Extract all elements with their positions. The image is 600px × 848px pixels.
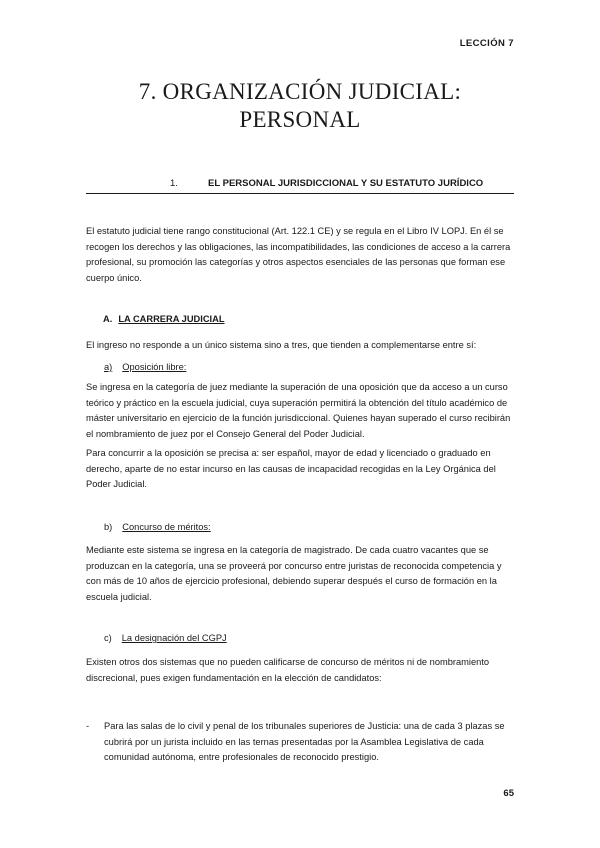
item-b-heading [104,522,211,532]
section-title: EL PERSONAL JURISDICCIONAL Y SU ESTATUTO JURÍDICO [208,178,484,189]
item-b-paragraph-1: Mediante este sistema se ingresa en la categoría de magistrado. De cada cuatro vacantes que se produzcan en la categoría, una se proveerá por concurso entre juristas de reconocida competencia y con más de 10 años de ejercicio profesional, debiendo superar después el curso de formación en la escuela judicial. [86,545,502,602]
chapter-title-line2: PERSONAL [239,107,361,132]
section-heading [86,178,514,194]
subsection-a-intro: El ingreso no responde a un único sistema sino a tres, que tienden a complementarse entre sí: [86,340,477,350]
chapter-title [0,78,600,134]
item-c-title: La designación del CGPJ [121,633,227,643]
item-a-heading [104,362,186,372]
item-c-paragraph-1: Existen otros dos sistemas que no pueden calificarse de concurso de méritos ni de nombramiento discrecional, pues exigen fundamentación en la elección de candidatos: [86,657,490,683]
section-number: 1. [170,178,178,189]
subsection-a-title: LA CARRERA JUDICIAL [118,314,225,324]
lesson-label: LECCIÓN 7 [459,38,514,49]
item-c-letter: c) [104,633,112,643]
chapter-title-line1: 7. ORGANIZACIÓN JUDICIAL: [138,79,462,104]
item-a-paragraph-1: Se ingresa en la categoría de juez mediante la superación de una oposición que da acceso a un curso teórico y práctico en la escuela judicial, cuya superación permitirá la obtención del título académico de máster universitario en ejercicio de la función jurisdiccional. Quienes hayan superado el curso recibirán el nombramiento de juez por el Consejo General del Poder Judicial. [86,382,511,439]
subsection-a-heading [103,314,225,324]
bullet-text: Para las salas de lo civil y penal de los tribunales superiores de Justicia: una de cada 3 plazas se cubrirá por un jurista incluido en las ternas presentadas por la Asamblea Legislativa de cada comunidad autónoma, entre profesionales de reconocido prestigio. [104,721,505,763]
bullet-dash: - [86,721,90,731]
item-c-bullet [86,719,514,766]
item-a-letter: a) [104,362,113,372]
page-number: 65 [503,788,514,799]
section-intro-paragraph: El estatuto judicial tiene rango constitucional (Art. 122.1 CE) y se regula en el Libro IV LOPJ. En él se recogen los derechos y las obligaciones, las incompatibilidades, las condiciones de acceso a la carrera profesional, su promoción las categorías y otros aspectos esenciales de las personas que forman ese cuerpo único. [86,226,511,283]
item-b-title: Concurso de méritos: [122,522,211,532]
subsection-a-letter: A. [103,314,113,324]
item-b-letter: b) [104,522,113,532]
item-a-paragraph-2: Para concurrir a la oposición se precisa a: ser español, mayor de edad y licenciado o graduado en derecho, aparte de no estar incurso en las causas de incapacidad recogidas en la Ley Orgánica del Poder Judicial. [86,448,496,490]
item-c-heading [104,633,227,643]
item-a-title: Oposición libre: [122,362,187,372]
